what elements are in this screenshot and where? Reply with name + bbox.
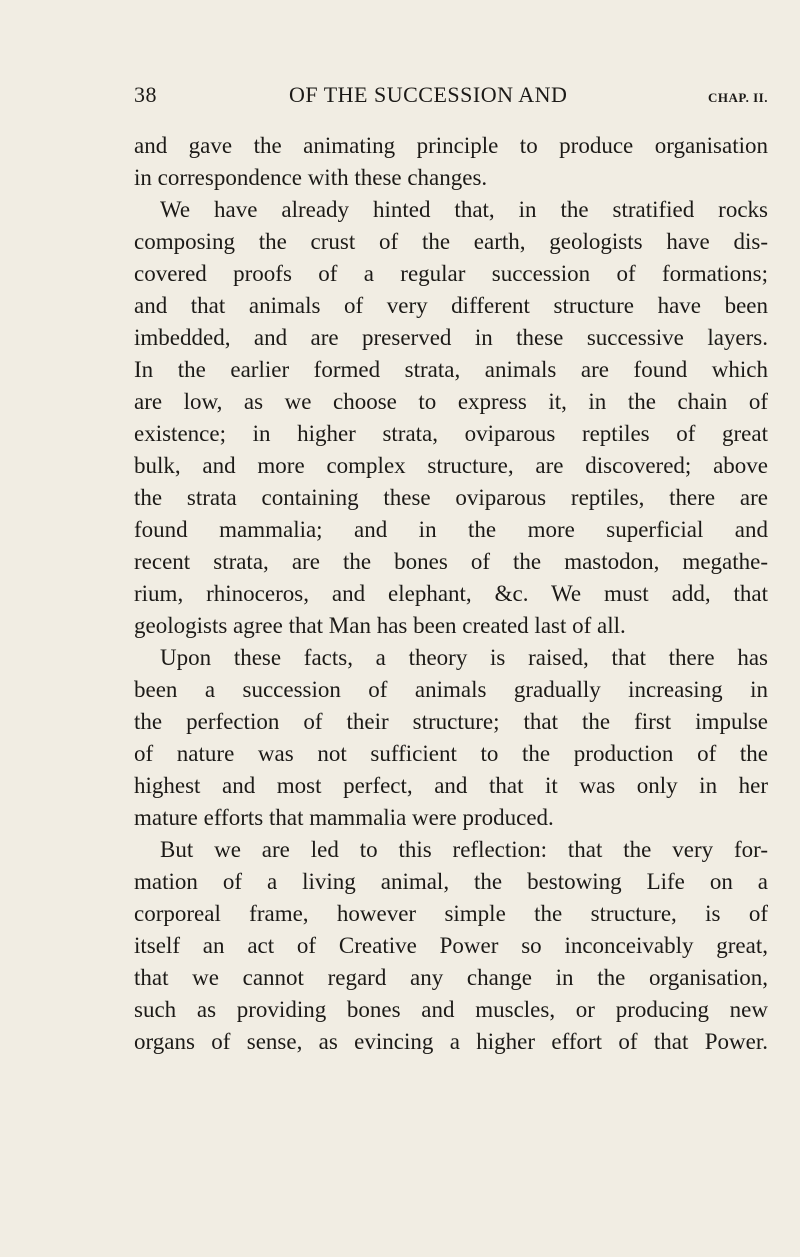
- text-line: We have already hinted that, in the stratified rocks: [160, 197, 768, 222]
- running-title: OF THE SUCCESSION AND: [289, 82, 568, 107]
- text-line: bulk, and more complex structure, are discovered; above: [134, 453, 768, 478]
- text-line: been a succession of animals gradually increasing in: [134, 677, 768, 702]
- text-line: In the earlier formed strata, animals are found which: [134, 357, 768, 382]
- text-line: of nature was not sufficient to the production of the: [134, 741, 768, 766]
- text-line: are low, as we choose to express it, in the chain of: [134, 389, 768, 414]
- text-line: and gave the animating principle to produce organisation: [134, 133, 768, 158]
- text-line: imbedded, and are preserved in these successive layers.: [134, 325, 768, 350]
- text-line: covered proofs of a regular succession of formations;: [134, 261, 768, 286]
- text-line: rium, rhinoceros, and elephant, &c. We must add, that: [134, 581, 768, 606]
- text-line: itself an act of Creative Power so inconceivably great,: [134, 933, 768, 958]
- text-line: composing the crust of the earth, geologists have dis-: [134, 229, 768, 254]
- text-line: geologists agree that Man has been created last of all.: [134, 613, 626, 638]
- text-line: found mammalia; and in the more superficial and: [134, 517, 768, 542]
- running-head: [134, 80, 768, 110]
- chapter-mark: CHAP. II.: [707, 90, 768, 105]
- page-number: 38: [134, 82, 157, 107]
- text-line: that we cannot regard any change in the organisation,: [134, 965, 768, 990]
- text-line: corporeal frame, however simple the structure, is of: [134, 901, 768, 926]
- text-line: highest and most perfect, and that it was only in her: [134, 773, 768, 798]
- text-line: such as providing bones and muscles, or producing new: [134, 997, 768, 1022]
- text-line: existence; in higher strata, oviparous reptiles of great: [134, 421, 768, 446]
- text-line: But we are led to this reflection: that the very for-: [160, 837, 768, 862]
- text-line: mation of a living animal, the bestowing Life on a: [134, 869, 768, 894]
- body-text: [134, 130, 768, 1058]
- text-line: mature efforts that mammalia were produced.: [134, 805, 554, 830]
- text-line: organs of sense, as evincing a higher effort of that Power.: [134, 1029, 768, 1054]
- text-line: the strata containing these oviparous reptiles, there are: [134, 485, 768, 510]
- text-line: recent strata, are the bones of the mastodon, megathe-: [134, 549, 768, 574]
- text-line: the perfection of their structure; that the first impulse: [134, 709, 768, 734]
- text-line: in correspondence with these changes.: [134, 165, 488, 190]
- text-line: Upon these facts, a theory is raised, that there has: [160, 645, 768, 670]
- text-line: and that animals of very different structure have been: [134, 293, 768, 318]
